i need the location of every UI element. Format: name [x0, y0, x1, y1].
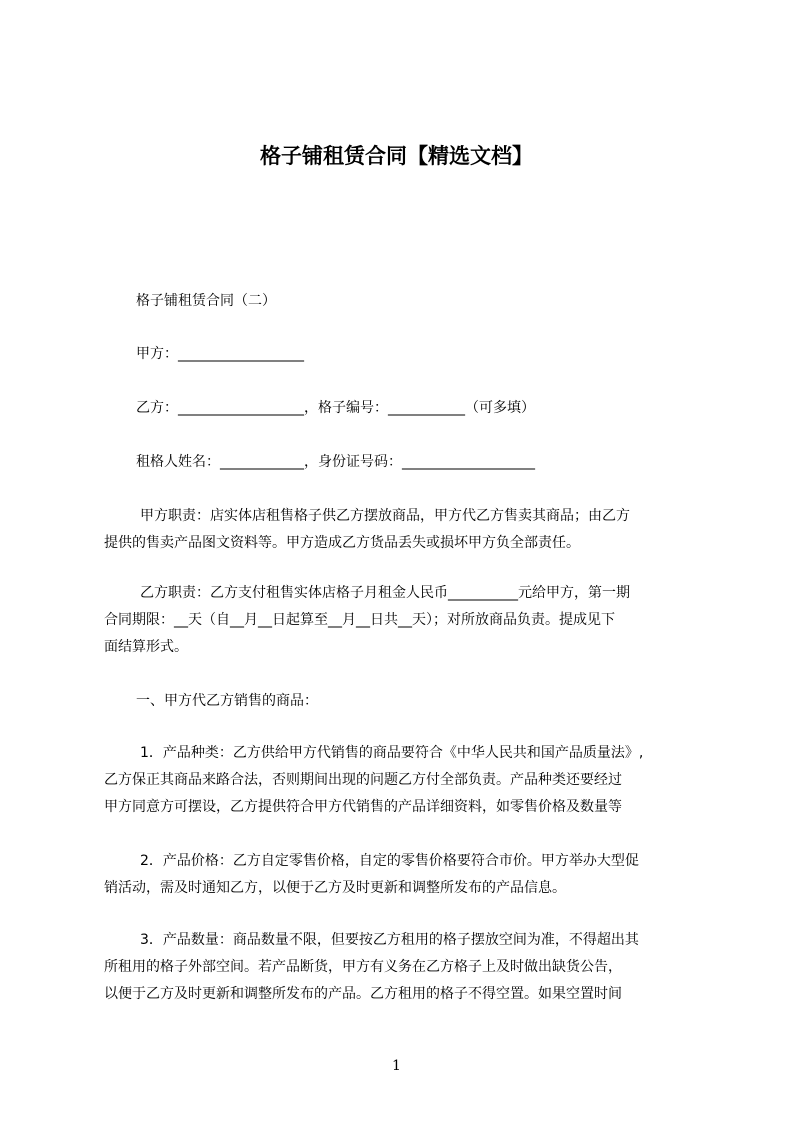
paragraph-line: 1．产品种类：乙方供给甲方代销售的商品要符合《中华人民共和国产品质量法》,: [140, 745, 644, 761]
paragraph-line: 甲方职责：店实体店租售格子供乙方摆放商品，甲方代乙方售卖其商品；由乙方: [140, 508, 630, 524]
paragraph-line: 所租用的格子外部空间。若产品断货，甲方有义务在乙方格子上及时做出缺货公告，: [104, 959, 622, 975]
paragraph-line: 合同期限：__天（自__月__日起算至__月__日共__天）；对所放商品负责。提成见下: [104, 612, 615, 628]
paragraph-line: 以便于乙方及时更新和调整所发布的产品。乙方租用的格子不得空置。如果空置时间: [104, 986, 622, 1002]
section-heading: 一、甲方代乙方销售的商品：: [136, 693, 318, 709]
paragraph-line: 乙方职责：乙方支付租售实体店格子月租金人民币__________元给甲方，第一期: [140, 585, 630, 601]
paragraph-line: 销活动，需及时通知乙方，以便于乙方及时更新和调整所发布的产品信息。: [104, 880, 566, 896]
paragraph-line: 3．产品数量：商品数量不限，但要按乙方租用的格子摆放空间为准，不得超出其: [140, 932, 639, 948]
party-b-line: 乙方：__________________，格子编号：___________（可多填）: [136, 400, 535, 416]
document-title: 格子铺租赁合同【精选文档】: [260, 144, 533, 168]
page-number: 1: [392, 1058, 401, 1074]
paragraph-line: 提供的售卖产品图文资料等。甲方造成乙方货品丢失或损坏甲方负全部责任。: [104, 535, 580, 551]
paragraph-line: 甲方同意方可摆设，乙方提供符合甲方代销售的产品详细资料，如零售价格及数量等: [104, 799, 622, 815]
renter-line: 租格人姓名：____________，身份证号码：___________________: [136, 454, 535, 470]
paragraph-line: 面结算形式。: [104, 639, 188, 655]
contract-subtitle: 格子铺租赁合同（二）: [136, 293, 276, 309]
paragraph-line: 2．产品价格：乙方自定零售价格，自定的零售价格要符合市价。甲方举办大型促: [140, 853, 639, 869]
paragraph-line: 乙方保正其商品来路合法，否则期间出现的问题乙方付全部负责。产品种类还要经过: [104, 772, 622, 788]
party-a-line: 甲方：__________________: [136, 346, 304, 362]
